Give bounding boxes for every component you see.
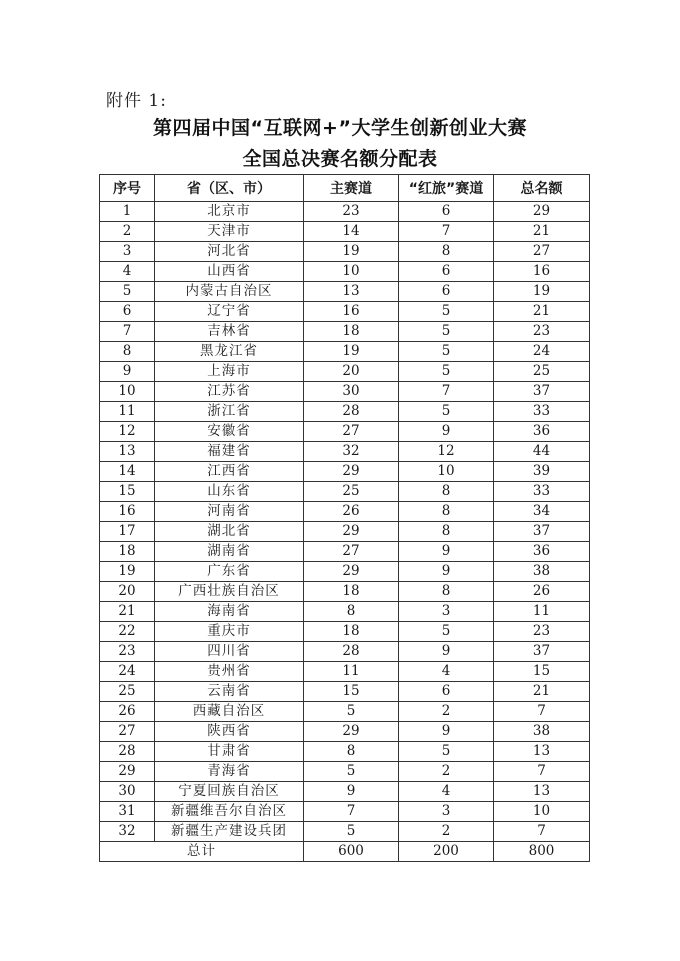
cell-main-track: 27 [304,542,399,562]
document-subtitle: 全国总决赛名额分配表 [242,148,438,170]
cell-total-quota: 11 [494,602,590,622]
cell-red-track: 2 [399,822,494,842]
cell-province: 广西壮族自治区 [155,582,304,602]
cell-index: 16 [100,502,155,522]
cell-total-quota: 13 [494,742,590,762]
cell-red-track: 8 [399,482,494,502]
cell-red-track: 9 [399,422,494,442]
cell-red-track: 5 [399,362,494,382]
header-row [100,175,590,202]
cell-province: 吉林省 [155,322,304,342]
cell-red-track: 9 [399,562,494,582]
table-row [100,262,590,282]
cell-total-quota: 19 [494,282,590,302]
cell-index: 18 [100,542,155,562]
cell-province: 辽宁省 [155,302,304,322]
table-row [100,782,590,802]
table-row [100,662,590,682]
cell-index: 7 [100,322,155,342]
total-quota-sum: 800 [494,842,590,862]
cell-red-track: 8 [399,242,494,262]
cell-red-track: 6 [399,262,494,282]
total-row [100,842,590,862]
table-row [100,482,590,502]
cell-main-track: 7 [304,802,399,822]
cell-index: 20 [100,582,155,602]
total-main-track: 600 [304,842,399,862]
table-row [100,322,590,342]
cell-total-quota: 7 [494,702,590,722]
header-total-quota: 总名额 [494,175,590,202]
cell-main-track: 8 [304,742,399,762]
cell-red-track: 6 [399,282,494,302]
table-row [100,642,590,662]
cell-total-quota: 39 [494,462,590,482]
cell-main-track: 11 [304,662,399,682]
cell-red-track: 2 [399,762,494,782]
cell-index: 29 [100,762,155,782]
table-row [100,562,590,582]
cell-index: 12 [100,422,155,442]
cell-index: 21 [100,602,155,622]
cell-main-track: 19 [304,342,399,362]
cell-red-track: 5 [399,322,494,342]
cell-province: 海南省 [155,602,304,622]
table-row [100,722,590,742]
cell-province: 江苏省 [155,382,304,402]
document-title: 第四届中国“互联网+”大学生创新创业大赛 [153,117,527,139]
cell-province: 山东省 [155,482,304,502]
table-row [100,382,590,402]
cell-red-track: 6 [399,682,494,702]
cell-province: 新疆生产建设兵团 [155,822,304,842]
table-row [100,582,590,602]
cell-index: 1 [100,202,155,222]
cell-index: 30 [100,782,155,802]
table-row [100,362,590,382]
cell-province: 重庆市 [155,622,304,642]
cell-red-track: 9 [399,722,494,742]
cell-total-quota: 24 [494,342,590,362]
cell-red-track: 2 [399,702,494,722]
cell-index: 6 [100,302,155,322]
cell-province: 广东省 [155,562,304,582]
table-row [100,542,590,562]
table-row [100,402,590,422]
cell-province: 湖北省 [155,522,304,542]
cell-red-track: 8 [399,502,494,522]
table-row [100,442,590,462]
cell-total-quota: 37 [494,642,590,662]
cell-red-track: 5 [399,302,494,322]
cell-total-quota: 37 [494,522,590,542]
cell-index: 13 [100,442,155,462]
cell-province: 甘肃省 [155,742,304,762]
cell-red-track: 12 [399,442,494,462]
cell-total-quota: 21 [494,682,590,702]
cell-province: 天津市 [155,222,304,242]
cell-index: 19 [100,562,155,582]
table-row [100,342,590,362]
cell-main-track: 5 [304,702,399,722]
cell-total-quota: 7 [494,822,590,842]
cell-province: 黑龙江省 [155,342,304,362]
cell-total-quota: 7 [494,762,590,782]
cell-red-track: 8 [399,522,494,542]
cell-main-track: 29 [304,522,399,542]
cell-red-track: 8 [399,582,494,602]
cell-total-quota: 36 [494,422,590,442]
cell-total-quota: 29 [494,202,590,222]
cell-province: 贵州省 [155,662,304,682]
cell-main-track: 29 [304,562,399,582]
cell-main-track: 18 [304,322,399,342]
cell-index: 26 [100,702,155,722]
cell-main-track: 29 [304,722,399,742]
table-row [100,202,590,222]
table-row [100,802,590,822]
cell-index: 24 [100,662,155,682]
table-row [100,762,590,782]
cell-index: 10 [100,382,155,402]
cell-main-track: 28 [304,402,399,422]
cell-index: 22 [100,622,155,642]
cell-total-quota: 23 [494,622,590,642]
table-row [100,302,590,322]
cell-province: 青海省 [155,762,304,782]
cell-main-track: 25 [304,482,399,502]
cell-total-quota: 10 [494,802,590,822]
cell-main-track: 13 [304,282,399,302]
cell-total-quota: 44 [494,442,590,462]
table-row [100,622,590,642]
cell-province: 四川省 [155,642,304,662]
cell-province: 上海市 [155,362,304,382]
cell-red-track: 4 [399,662,494,682]
cell-index: 17 [100,522,155,542]
table-row [100,602,590,622]
cell-total-quota: 33 [494,402,590,422]
cell-main-track: 15 [304,682,399,702]
cell-province: 浙江省 [155,402,304,422]
cell-total-quota: 13 [494,782,590,802]
table-row [100,502,590,522]
cell-index: 31 [100,802,155,822]
cell-red-track: 9 [399,542,494,562]
table-row [100,702,590,722]
cell-total-quota: 36 [494,542,590,562]
cell-index: 25 [100,682,155,702]
cell-main-track: 10 [304,262,399,282]
cell-province: 福建省 [155,442,304,462]
cell-total-quota: 16 [494,262,590,282]
cell-red-track: 9 [399,642,494,662]
header-index: 序号 [100,175,155,202]
cell-index: 4 [100,262,155,282]
cell-red-track: 3 [399,602,494,622]
cell-province: 北京市 [155,202,304,222]
cell-main-track: 26 [304,502,399,522]
cell-index: 9 [100,362,155,382]
cell-total-quota: 38 [494,562,590,582]
cell-main-track: 27 [304,422,399,442]
cell-main-track: 18 [304,582,399,602]
cell-total-quota: 34 [494,502,590,522]
cell-main-track: 5 [304,822,399,842]
cell-red-track: 4 [399,782,494,802]
cell-red-track: 5 [399,622,494,642]
cell-total-quota: 38 [494,722,590,742]
table-row [100,522,590,542]
attachment-label: 附件 1: [106,91,167,111]
total-red-track: 200 [399,842,494,862]
table-footer [100,842,590,862]
table-row [100,742,590,762]
cell-province: 安徽省 [155,422,304,442]
cell-province: 宁夏回族自治区 [155,782,304,802]
cell-total-quota: 21 [494,302,590,322]
cell-red-track: 10 [399,462,494,482]
cell-red-track: 7 [399,382,494,402]
cell-total-quota: 27 [494,242,590,262]
cell-total-quota: 26 [494,582,590,602]
table-row [100,282,590,302]
cell-index: 15 [100,482,155,502]
cell-total-quota: 25 [494,362,590,382]
cell-province: 西藏自治区 [155,702,304,722]
cell-total-quota: 23 [494,322,590,342]
table-row [100,222,590,242]
cell-red-track: 3 [399,802,494,822]
cell-main-track: 16 [304,302,399,322]
cell-index: 3 [100,242,155,262]
cell-red-track: 5 [399,402,494,422]
cell-main-track: 32 [304,442,399,462]
cell-red-track: 6 [399,202,494,222]
cell-province: 陕西省 [155,722,304,742]
cell-index: 14 [100,462,155,482]
cell-main-track: 19 [304,242,399,262]
cell-index: 27 [100,722,155,742]
cell-main-track: 29 [304,462,399,482]
table-row [100,242,590,262]
cell-main-track: 14 [304,222,399,242]
cell-province: 江西省 [155,462,304,482]
cell-province: 内蒙古自治区 [155,282,304,302]
cell-red-track: 5 [399,742,494,762]
cell-main-track: 23 [304,202,399,222]
cell-index: 32 [100,822,155,842]
cell-index: 28 [100,742,155,762]
total-label: 总计 [100,842,304,862]
cell-index: 2 [100,222,155,242]
cell-index: 11 [100,402,155,422]
cell-index: 23 [100,642,155,662]
cell-main-track: 30 [304,382,399,402]
cell-province: 山西省 [155,262,304,282]
cell-main-track: 28 [304,642,399,662]
cell-province: 湖南省 [155,542,304,562]
table-row [100,462,590,482]
cell-province: 河北省 [155,242,304,262]
cell-main-track: 5 [304,762,399,782]
cell-province: 云南省 [155,682,304,702]
header-province: 省（区、市） [155,175,304,202]
table-header [100,175,590,202]
cell-main-track: 20 [304,362,399,382]
cell-province: 新疆维吾尔自治区 [155,802,304,822]
cell-total-quota: 21 [494,222,590,242]
cell-total-quota: 33 [494,482,590,502]
cell-index: 8 [100,342,155,362]
header-red-track: “红旅”赛道 [399,175,494,202]
table-body [100,202,590,842]
cell-red-track: 5 [399,342,494,362]
cell-total-quota: 15 [494,662,590,682]
cell-main-track: 9 [304,782,399,802]
table-row [100,422,590,442]
cell-total-quota: 37 [494,382,590,402]
cell-province: 河南省 [155,502,304,522]
header-main-track: 主赛道 [304,175,399,202]
cell-index: 5 [100,282,155,302]
quota-table [99,174,590,862]
cell-red-track: 7 [399,222,494,242]
table-row [100,682,590,702]
table-row [100,822,590,842]
cell-main-track: 8 [304,602,399,622]
cell-main-track: 18 [304,622,399,642]
